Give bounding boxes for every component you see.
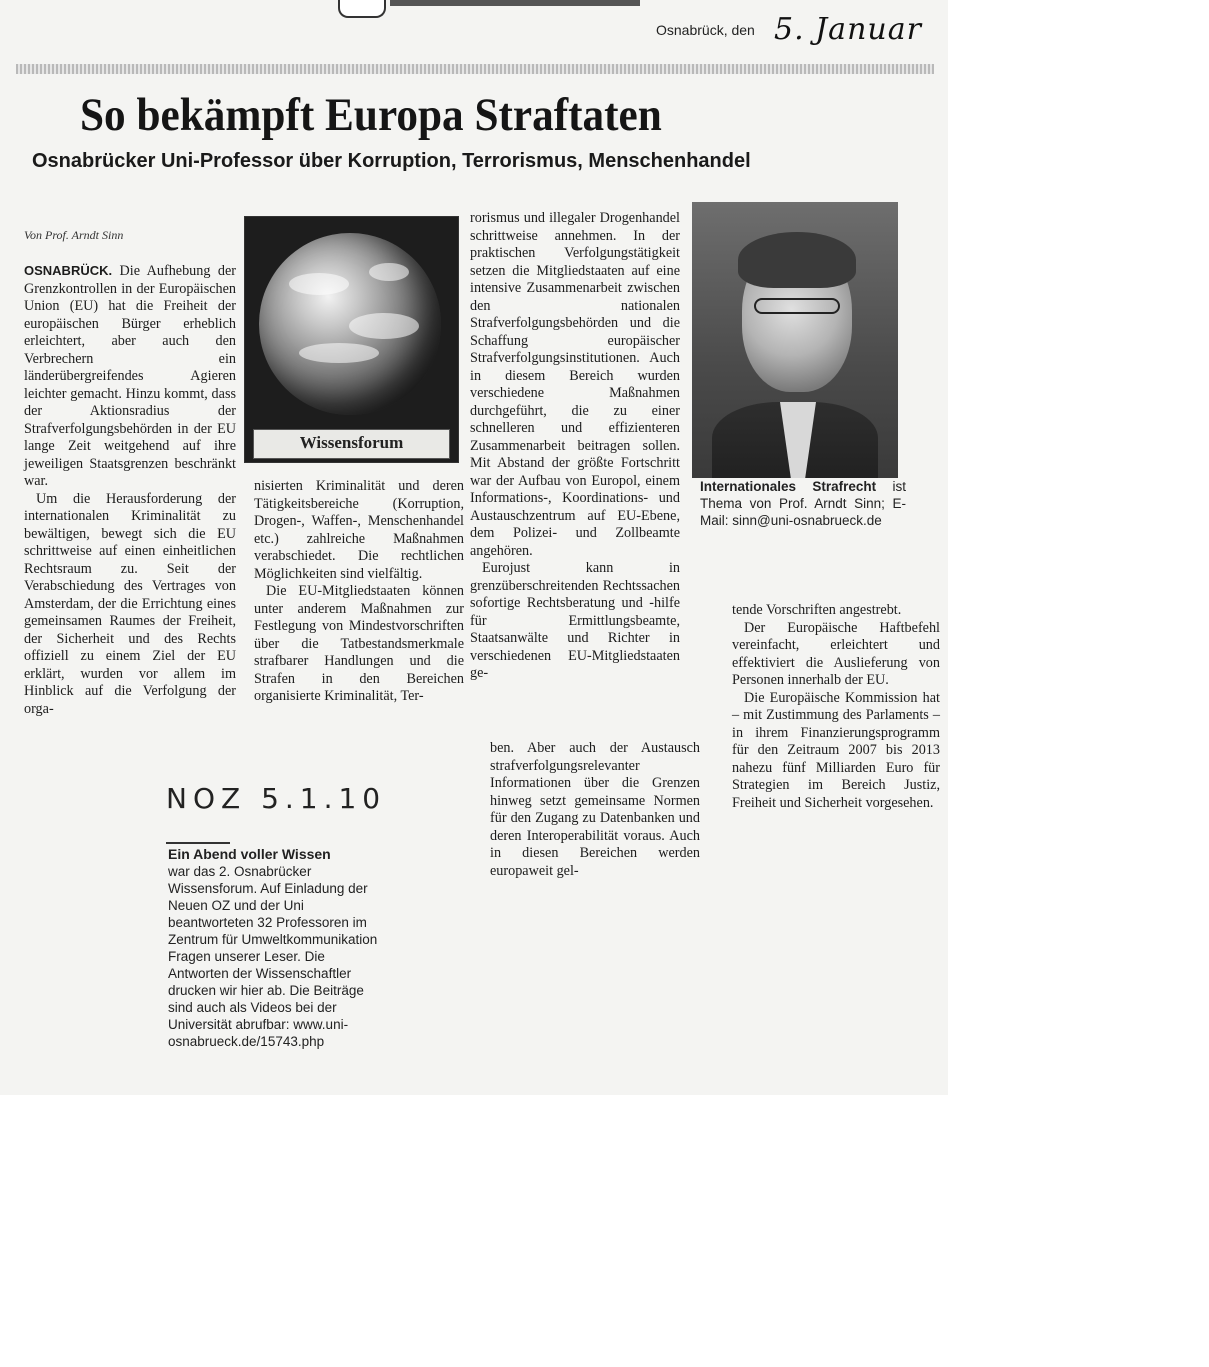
article-column-3	[470, 210, 680, 683]
masthead-strip	[390, 0, 640, 6]
paragraph	[24, 262, 236, 491]
caption-text: ist Thema von Prof. Arndt Sinn; E-Mail: sinn@uni-osnabrueck.de	[700, 479, 906, 528]
paragraph: Der Europäische Haftbefehl vereinfacht, erleichtert und effektiviert die Auslieferung von Personen innerhalb der EU.	[732, 619, 940, 688]
paragraph: rorismus und illegaler Drogenhandel schrittweise annehmen. In der praktischen Verfolgungstätigkeit setzen die Mitgliedstaaten auf eine intensive Zusammenarbeit zwischen den nationalen Strafverfolgungsbehörden und die Schaffung europäischer Strafverfolgungsinstitutionen. Auch in diesem Bereich wurden verschiedene Maßnahmen durchgeführt, die zu einer schnelleren und effizienteren Zusammenarbeit beitragen sollen. Mit Abstand der größte Fortschritt war der Aufbau von Europol, einem Informations-, Koordinations- und Austauschzentrum auf EU-Ebene, dem Polizei- und Zollbeamte angehören.	[470, 210, 680, 559]
image-label: Wissensforum	[253, 429, 450, 459]
earth-globe-icon	[259, 233, 441, 415]
newspaper-logo	[338, 0, 386, 18]
infobox-title: Ein Abend voller Wissen	[168, 846, 331, 862]
paragraph: Die EU-Mitgliedstaaten können unter anderem Maßnahmen zur Festlegung von Mindestvorschriften über die Tatbestandsmerkmale strafbarer Handlungen und die Strafen in den Bereichen organisierte Kriminalität, Ter-	[254, 583, 464, 704]
dateline: OSNABRÜCK.	[24, 263, 113, 278]
article-column-2	[254, 478, 464, 706]
author-photo	[692, 202, 898, 478]
globe-image	[244, 216, 459, 463]
paragraph: tende Vorschriften angestrebt.	[732, 602, 902, 618]
paragraph-text: Die Aufhebung der Grenzkontrollen in der Europäischen Union (EU) hat die Freiheit der europäischen Bürger erheblich erleichtert, aber auch den Verbrechern ein länderübergreifendes Agieren leichter gemacht. Hinzu kommt, dass der Aktionsradius der Strafverfolgungsbehörden in der EU lange Zeit weitgehend auf ihre jeweiligen Staatsgrenzen beschränkt war.	[24, 263, 236, 489]
glasses-icon	[754, 298, 840, 314]
headline: So bekämpft Europa Straftaten	[80, 89, 662, 141]
infobox-text: war das 2. Osnabrücker Wissensforum. Auf Einladung der Neuen OZ und der Uni beantworteten 32 Professoren im Zentrum für Umweltkommunikation Fragen unserer Leser. Die Antworten der Wissenschaftler drucken wir hier ab. Die Beiträge sind auch als Videos bei der Universität abrufbar: www.uni-osnabrueck.de/15743.php	[168, 864, 378, 1049]
header-rule	[16, 64, 934, 74]
infobox	[168, 846, 380, 1050]
article-column-1	[24, 262, 236, 718]
article-column-3b	[490, 740, 700, 880]
handwritten-source-note: NOZ 5.1.10	[166, 782, 387, 815]
subheadline: Osnabrücker Uni-Professor über Korruption, Terrorismus, Menschenhandel	[32, 150, 751, 172]
photo-caption	[700, 478, 906, 529]
paragraph: Um die Herausforderung der internationalen Kriminalität zu bewältigen, bewegt sich die EU schrittweise auf einen einheitlichen Rechtsraum zu. Seit der Verabschiedung des Vertrages von Amsterdam, der die Errichtung eines gemeinsamen Raumes der Freiheit, der Sicherheit und des Rechts offiziell zu einem Ziel der EU erklärt, wurden vor allem im Hinblick auf die Verfolgung der orga-	[24, 490, 236, 717]
article-column-4	[732, 602, 940, 812]
paragraph: nisierten Kriminalität und deren Tätigkeitsbereiche (Korruption, Drogen-, Waffen-, Menschenhandel etc.) zahlreiche Maßnahmen verabschiedet. Die rechtlichen Möglichkeiten sind vielfältig.	[254, 478, 464, 582]
caption-title: Internationales Strafrecht	[700, 479, 877, 494]
paragraph: ben. Aber auch der Austausch strafverfolgungsrelevanter Informationen über die Grenzen hinweg setzt gemeinsame Normen für den Zugang zu Datenbanken und deren Interoperabilität voraus. Auch in diesen Bereichen werden europaweit gel-	[490, 740, 700, 879]
dateline-prefix: Osnabrück, den	[656, 22, 755, 38]
byline: Von Prof. Arndt Sinn	[24, 228, 124, 242]
paragraph: Die Europäische Kommission hat – mit Zustimmung des Parlaments – in ihrem Finanzierungsprogramm für den Zeitraum 2007 bis 2013 nahezu fünf Milliarden Euro für Strategien im Bereich Justiz, Freiheit und Sicherheit vorgesehen.	[732, 689, 940, 811]
paragraph: Eurojust kann in grenzüberschreitenden Rechtssachen sofortige Rechtsberatung und -hilfe für Ermittlungsbeamte, Staatsanwälte und Richter in verschiedenen EU-Mitgliedstaaten ge-	[470, 560, 680, 681]
infobox-rule	[166, 842, 230, 844]
handwritten-date: 5. Januar	[774, 12, 922, 47]
